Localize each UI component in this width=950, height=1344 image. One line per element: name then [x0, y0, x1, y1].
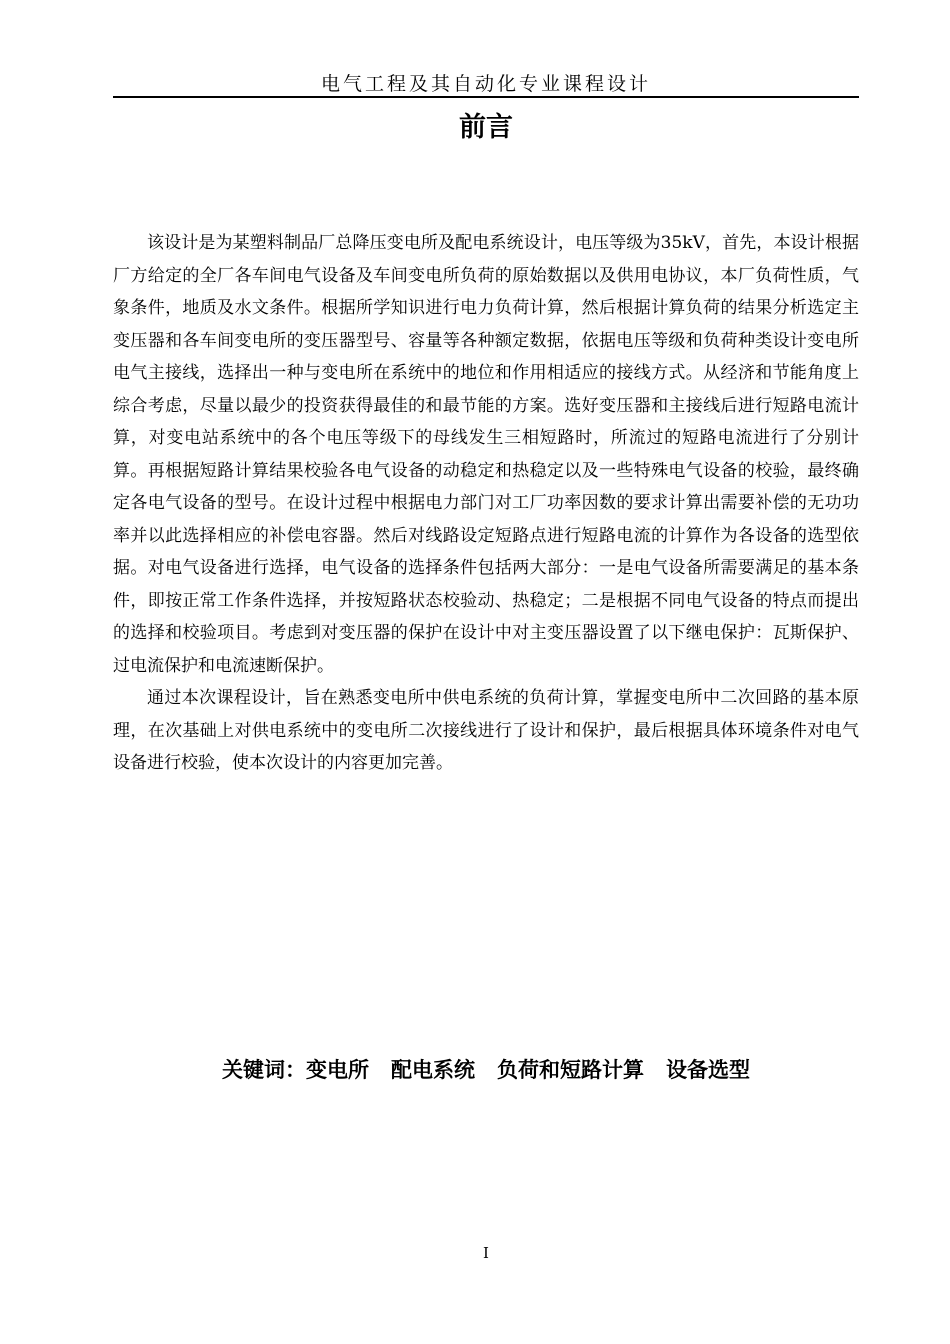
- keywords-line: [113, 1052, 859, 1088]
- page-title: 前言: [459, 112, 513, 143]
- header-rule: [113, 96, 859, 98]
- page-number: I: [483, 1244, 489, 1262]
- keyword-item: 设备选型: [666, 1058, 750, 1082]
- keyword-item: 负荷和短路计算: [497, 1058, 644, 1082]
- running-header: 电气工程及其自动化专业课程设计: [320, 73, 651, 95]
- keyword-item: 配电系统: [391, 1058, 475, 1082]
- keywords-label: 关键词：: [222, 1058, 306, 1082]
- paragraph-1: 该设计是为某塑料制品厂总降压变电所及配电系统设计，电压等级为35kV，首先，本设计根据厂方给定的全厂各车间电气设备及车间变电所负荷的原始数据以及供用电协议，本厂负荷性质，气象条件，地质及水文条件。根据所学知识进行电力负荷计算，然后根据计算负荷的结果分析选定主变压器和各车间变电所的变压器型号、容量等各种额定数据，依据电压等级和负荷种类设计变电所电气主接线，选择出一种与变电所在系统中的地位和作用相适应的接线方式。从经济和节能角度上综合考虑，尽量以最少的投资获得最佳的和最节能的方案。选好变压器和主接线后进行短路电流计算，对变电站系统中的各个电压等级下的母线发生三相短路时，所流过的短路电流进行了分别计算。再根据短路计算结果校验各电气设备的动稳定和热稳定以及一些特殊电气设备的校验，最终确定各电气设备的型号。在设计过程中根据电力部门对工厂功率因数的要求计算出需要补偿的无功功率并以此选择相应的补偿电容器。然后对线路设定短路点进行短路电流的计算作为各设备的选型依据。对电气设备进行选择，电气设备的选择条件包括两大部分：一是电气设备所需要满足的基本条件，即按正常工作条件选择，并按短路状态校验动、热稳定；二是根据不同电气设备的特点而提出的选择和校验项目。考虑到对变压器的保护在设计中对主变压器设置了以下继电保护：瓦斯保护、过电流保护和电流速断保护。: [113, 233, 859, 676]
- paragraph-2: 通过本次课程设计，旨在熟悉变电所中供电系统的负荷计算，掌握变电所中二次回路的基本原理，在次基础上对供电系统中的变电所二次接线进行了设计和保护，最后根据具体环境条件对电气设备进行校验，使本次设计的内容更加完善。: [113, 688, 859, 773]
- body-text: [113, 227, 859, 780]
- keyword-item: 变电所: [306, 1058, 369, 1082]
